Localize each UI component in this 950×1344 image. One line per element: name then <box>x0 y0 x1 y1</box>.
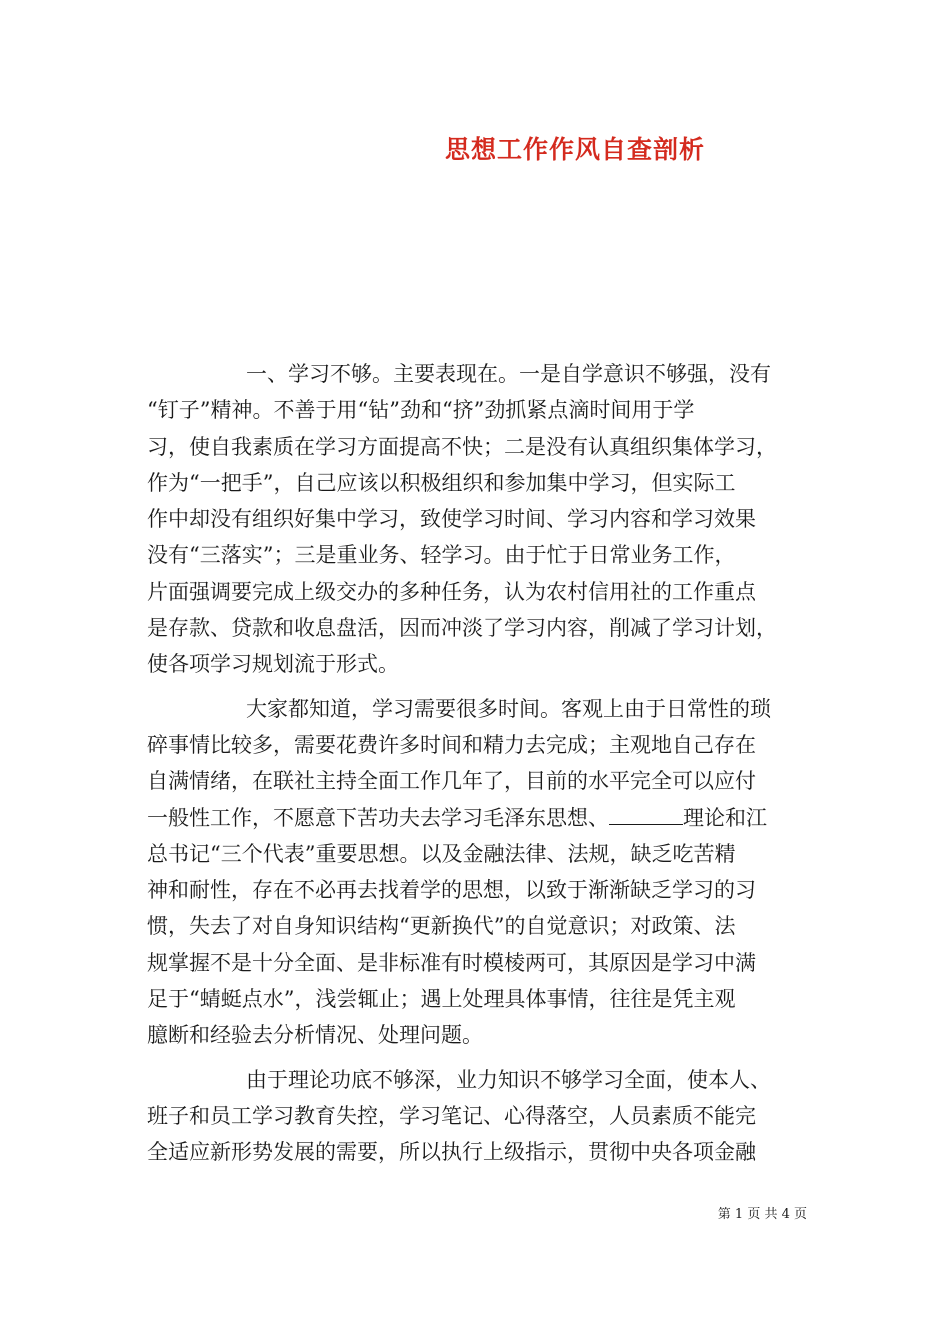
paragraph-2 <box>147 691 807 1054</box>
page-title: 思想工作作风自查剖析 <box>444 135 705 164</box>
text-line: 臆断和经验去分析情况、处理问题。 <box>147 1023 483 1048</box>
paragraph-3 <box>147 1062 807 1171</box>
text-line: 由于理论功底不够深，业力知识不够学习全面，使本人、 <box>246 1067 771 1092</box>
text-line: 规掌握不是十分全面、是非标准有时模棱两可，其原因是学习中满 <box>147 950 756 975</box>
text-line: 没有“三落实”；三是重业务、轻学习。由于忙于日常业务工作， <box>147 543 736 568</box>
document-body <box>147 356 807 1171</box>
text-line: 总书记“三个代表”重要思想。以及金融法律、法规，缺乏吃苦精 <box>147 841 736 866</box>
text-line: 习，使自我素质在学习方面提高不快；二是没有认真组织集体学习， <box>147 434 777 459</box>
text-segment: 理论和江 <box>683 805 767 830</box>
text-line: 足于“蜻蜓点水”，浅尝辄止；遇上处理具体事情，往往是凭主观 <box>147 987 736 1012</box>
text-line: 片面强调要完成上级交办的多种任务，认为农村信用社的工作重点 <box>147 579 756 604</box>
text-line-with-blank <box>147 800 807 836</box>
text-line: 班子和员工学习教育失控，学习笔记、心得落空，人员素质不能完 <box>147 1103 756 1128</box>
page-number: 第 1 页 共 4 页 <box>717 1207 807 1222</box>
text-line: 是存款、贷款和收息盘活，因而冲淡了学习内容，削减了学习计划， <box>147 616 777 641</box>
text-line: “钉子”精神。不善于用“钻”劲和“挤”劲抓紧点滴时间用于学 <box>147 398 695 423</box>
text-line: 一、学习不够。主要表现在。一是自学意识不够强，没有 <box>246 362 771 386</box>
text-line: 使各项学习规划流于形式。 <box>147 652 399 677</box>
text-segment: 一般性工作，不愿意下苦功夫去学习毛泽东思想、 <box>147 805 609 830</box>
text-line: 作为“一把手”，自己应该以积极组织和参加集中学习，但实际工 <box>147 470 736 495</box>
fill-in-blank <box>609 806 683 825</box>
paragraph-1 <box>147 356 807 683</box>
text-line: 大家都知道，学习需要很多时间。客观上由于日常性的琐 <box>246 696 771 721</box>
text-line: 全适应新形势发展的需要，所以执行上级指示，贯彻中央各项金融 <box>147 1140 756 1165</box>
text-line: 自满情绪，在联社主持全面工作几年了，目前的水平完全可以应付 <box>147 769 756 794</box>
text-line: 神和耐性，存在不必再去找着学的思想，以致于渐渐缺乏学习的习 <box>147 878 756 903</box>
text-line: 惯，失去了对自身知识结构“更新换代”的自觉意识；对政策、法 <box>147 914 736 939</box>
text-line: 碎事情比较多，需要花费许多时间和精力去完成；主观地自己存在 <box>147 732 756 757</box>
text-line: 作中却没有组织好集中学习，致使学习时间、学习内容和学习效果 <box>147 507 756 532</box>
